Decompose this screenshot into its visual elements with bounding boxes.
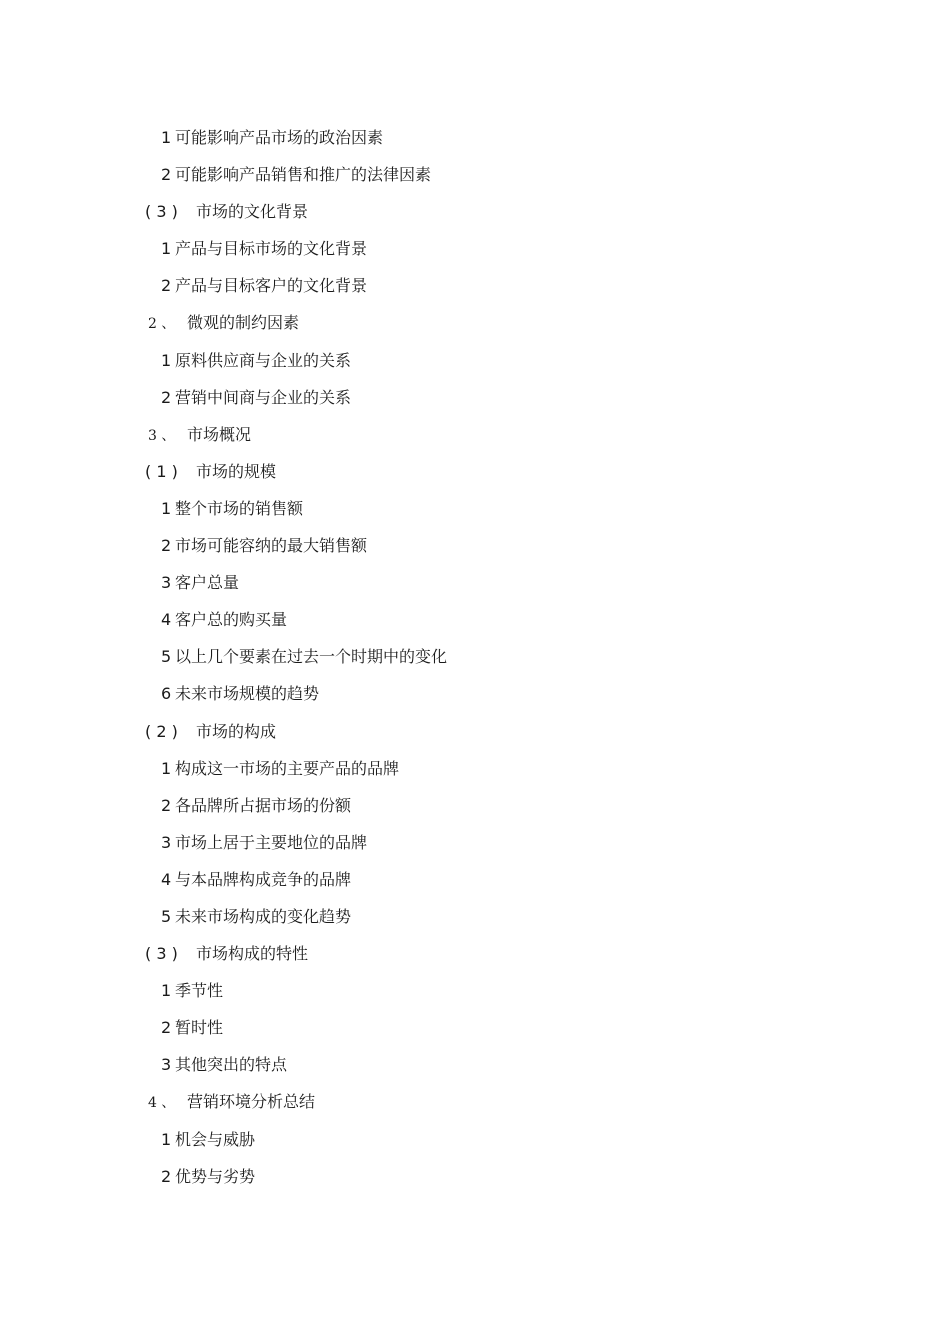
row-number: 2 <box>161 387 172 407</box>
row-text: 市场的规模 <box>196 461 277 481</box>
outline-row <box>0 972 950 1009</box>
row-text: 各品牌所占据市场的份额 <box>175 795 352 815</box>
row-number: 1 <box>161 1129 172 1149</box>
outline-row <box>0 1046 950 1083</box>
outline-row <box>0 1158 950 1195</box>
row-number: 3 <box>161 573 172 593</box>
row-text: 机会与威胁 <box>175 1129 256 1149</box>
row-number: 3 <box>161 1055 172 1075</box>
outline-row <box>0 1083 950 1120</box>
row-number: ( 3 ) <box>145 202 178 222</box>
row-number: 2 <box>161 1018 172 1038</box>
row-text: 市场的文化背景 <box>196 202 309 222</box>
row-text: 营销中间商与企业的关系 <box>175 387 352 407</box>
row-text: 季节性 <box>175 981 224 1001</box>
row-text: 产品与目标客户的文化背景 <box>175 276 368 296</box>
outline-row <box>0 416 950 453</box>
row-text: 客户总量 <box>175 573 240 593</box>
row-number: 5 <box>161 906 172 926</box>
row-text: 与本品牌构成竞争的品牌 <box>175 869 352 889</box>
outline-row <box>0 304 950 341</box>
row-text: 构成这一市场的主要产品的品牌 <box>175 758 400 778</box>
row-number: 4 <box>161 610 172 630</box>
row-number: 1 <box>161 350 172 370</box>
outline-row <box>0 230 950 267</box>
row-number: 2 <box>161 276 172 296</box>
row-number: 1 <box>161 498 172 518</box>
row-text: 可能影响产品市场的政治因素 <box>175 128 384 147</box>
row-text: 市场的构成 <box>196 721 277 741</box>
row-number: 4 、 <box>148 1095 176 1112</box>
row-number: 1 <box>161 128 172 147</box>
outline-row <box>0 1009 950 1046</box>
row-number: 2 <box>161 536 172 556</box>
outline-row <box>0 564 950 601</box>
outline-row <box>0 527 950 564</box>
outline-row <box>0 935 950 972</box>
row-number: 2 、 <box>148 316 176 333</box>
outline-row <box>0 379 950 416</box>
outline-row <box>0 638 950 675</box>
row-number: 3 <box>161 832 172 852</box>
row-text: 整个市场的销售额 <box>175 498 304 518</box>
outline-row <box>0 824 950 861</box>
row-number: ( 2 ) <box>145 721 178 741</box>
row-text: 产品与目标市场的文化背景 <box>175 239 368 259</box>
row-text: 微观的制约因素 <box>187 313 300 333</box>
outline-list <box>0 119 950 1195</box>
outline-row <box>0 601 950 638</box>
row-text: 以上几个要素在过去一个时期中的变化 <box>175 647 448 667</box>
row-number: 2 <box>161 165 172 185</box>
row-text: 可能影响产品销售和推广的法律因素 <box>175 165 432 185</box>
row-number: ( 1 ) <box>145 461 178 481</box>
row-number: 1 <box>161 981 172 1001</box>
row-number: 4 <box>161 869 172 889</box>
outline-row <box>0 156 950 193</box>
row-text: 优势与劣势 <box>175 1166 256 1186</box>
outline-row <box>0 713 950 750</box>
outline-row <box>0 193 950 230</box>
row-text: 市场构成的特性 <box>196 944 309 964</box>
row-number: 1 <box>161 758 172 778</box>
row-number: 1 <box>161 239 172 259</box>
outline-row <box>0 675 950 712</box>
row-number: 3 、 <box>148 427 176 444</box>
row-text: 营销环境分析总结 <box>187 1092 316 1112</box>
row-number: 6 <box>161 684 172 704</box>
row-number: 5 <box>161 647 172 667</box>
outline-row <box>0 787 950 824</box>
row-text: 市场可能容纳的最大销售额 <box>175 536 368 556</box>
row-number: ( 3 ) <box>145 944 178 964</box>
outline-row <box>0 490 950 527</box>
row-text: 原料供应商与企业的关系 <box>175 350 352 370</box>
outline-row <box>0 119 950 156</box>
outline-row <box>0 750 950 787</box>
row-number: 2 <box>161 795 172 815</box>
row-text: 其他突出的特点 <box>175 1055 288 1075</box>
row-text: 市场概况 <box>187 424 252 444</box>
row-text: 未来市场构成的变化趋势 <box>175 906 352 926</box>
outline-row <box>0 267 950 304</box>
row-text: 未来市场规模的趋势 <box>175 684 320 704</box>
outline-row <box>0 342 950 379</box>
outline-row <box>0 898 950 935</box>
outline-row <box>0 861 950 898</box>
row-number: 2 <box>161 1166 172 1186</box>
outline-row <box>0 1121 950 1158</box>
row-text: 市场上居于主要地位的品牌 <box>175 832 368 852</box>
row-text: 暂时性 <box>175 1018 224 1038</box>
outline-row <box>0 453 950 490</box>
row-text: 客户总的购买量 <box>175 610 288 630</box>
